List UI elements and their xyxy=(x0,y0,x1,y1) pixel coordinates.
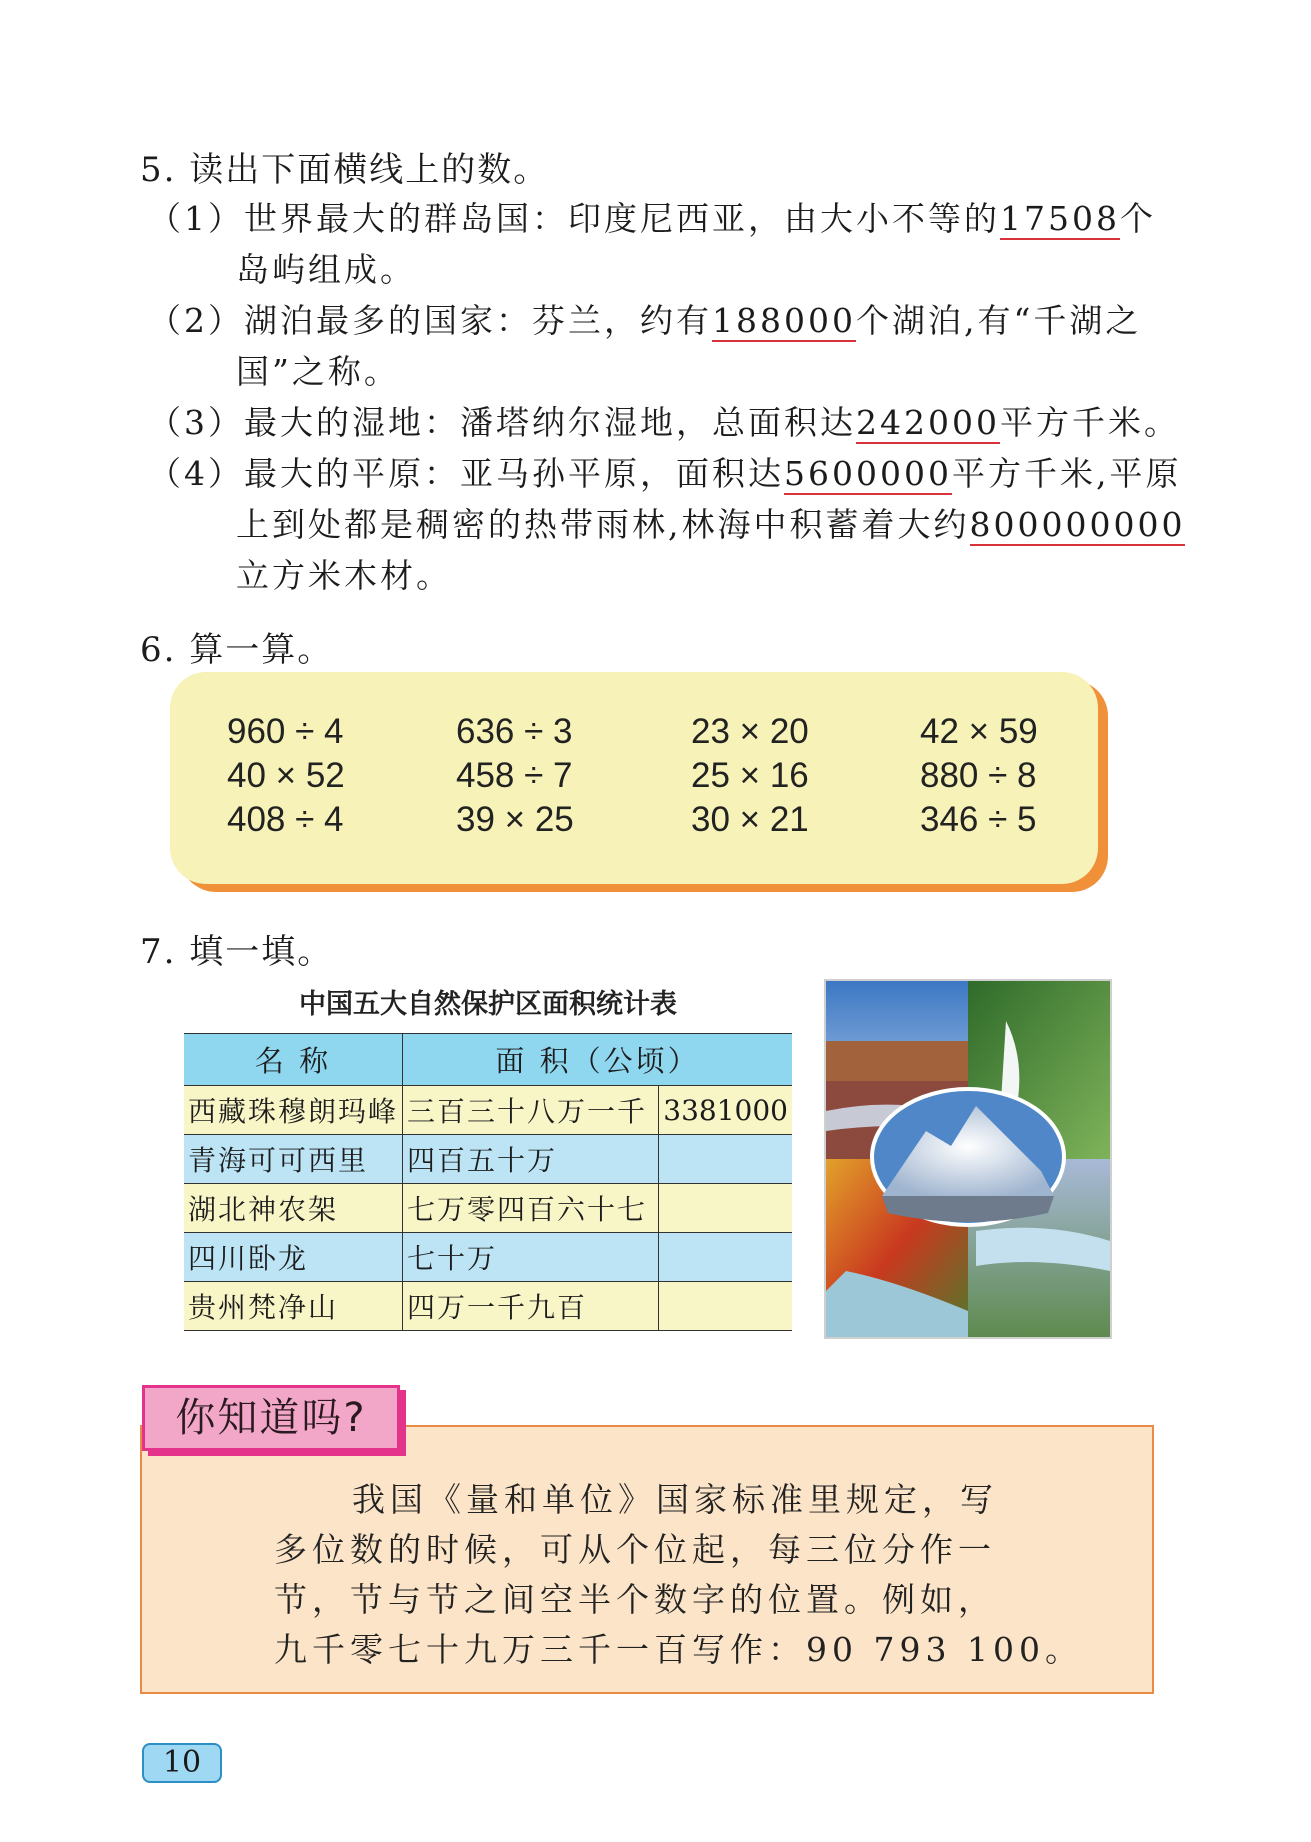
table-row xyxy=(184,1086,792,1135)
area-in-digits-blank[interactable] xyxy=(659,1233,792,1282)
calc-expression: 346 ÷ 5 xyxy=(920,800,1037,839)
underlined-number: 17508 xyxy=(1000,199,1120,238)
reserve-name: 湖北神农架 xyxy=(184,1184,403,1233)
question-5-4-line3: 立方米木材。 xyxy=(236,556,452,595)
header-area: 面 积（公顷） xyxy=(403,1034,792,1086)
table-header-row xyxy=(184,1034,792,1086)
question-5-4-line2-text: 上到处都是稠密的热带雨林,林海中积蓄着大约 xyxy=(236,505,970,544)
reserve-name: 贵州梵净山 xyxy=(184,1282,403,1331)
question-5-1-line2: 岛屿组成。 xyxy=(236,250,416,289)
did-you-know-text-line: 九千零七十九万三千一百写作：90 793 100。 xyxy=(274,1630,1083,1669)
area-in-words: 四万一千九百 xyxy=(403,1282,659,1331)
page-number: 10 xyxy=(142,1743,222,1783)
reserve-name: 西藏珠穆朗玛峰 xyxy=(184,1086,403,1135)
underlined-number: 242000 xyxy=(856,403,1000,442)
question-5-2 xyxy=(148,296,1141,346)
question-5-4 xyxy=(148,449,1181,499)
did-you-know-box xyxy=(140,1425,1154,1694)
section-7-title: 7. 填一填。 xyxy=(140,932,334,972)
table-row xyxy=(184,1233,792,1282)
area-in-words: 三百三十八万一千 xyxy=(403,1086,659,1135)
area-in-words: 七十万 xyxy=(403,1233,659,1282)
table-row xyxy=(184,1135,792,1184)
landscape-collage-image xyxy=(826,981,1110,1337)
did-you-know-text-line: 多位数的时候，可从个位起，每三位分作一 xyxy=(274,1530,996,1569)
calc-expression: 458 ÷ 7 xyxy=(456,756,573,795)
area-in-digits-blank[interactable] xyxy=(659,1135,792,1184)
calc-expression: 42 × 59 xyxy=(920,712,1038,751)
calc-expression: 960 ÷ 4 xyxy=(227,712,344,751)
question-5-1-text-end: 个 xyxy=(1119,199,1156,238)
question-5-3-text: （3）最大的湿地：潘塔纳尔湿地，总面积达 xyxy=(148,403,856,442)
underlined-number: 5600000 xyxy=(784,454,952,493)
area-in-words: 四百五十万 xyxy=(403,1135,659,1184)
area-in-digits: 3381000 xyxy=(659,1086,792,1135)
calc-expression: 40 × 52 xyxy=(227,756,345,795)
underlined-number: 188000 xyxy=(712,301,856,340)
question-5-1-text: （1）世界最大的群岛国：印度尼西亚，由大小不等的 xyxy=(148,199,1000,238)
question-5-2-text: （2）湖泊最多的国家：芬兰，约有 xyxy=(148,301,712,340)
nature-reserve-photo-collage xyxy=(824,979,1112,1339)
calc-expression: 30 × 21 xyxy=(691,800,809,839)
question-5-2-text-end: 个湖泊,有“千湖之 xyxy=(855,301,1142,340)
header-name: 名 称 xyxy=(184,1034,403,1086)
calc-expression: 23 × 20 xyxy=(691,712,809,751)
calc-expression: 39 × 25 xyxy=(456,800,574,839)
question-5-1 xyxy=(148,194,1156,244)
table-title: 中国五大自然保护区面积统计表 xyxy=(299,989,677,1020)
reserve-name: 青海可可西里 xyxy=(184,1135,403,1184)
calc-expression: 880 ÷ 8 xyxy=(920,756,1037,795)
did-you-know-text-line: 我国《量和单位》国家标准里规定，写 xyxy=(352,1480,998,1519)
did-you-know-text-line: 节，节与节之间空半个数字的位置。例如， xyxy=(274,1580,996,1619)
calc-expression: 408 ÷ 4 xyxy=(227,800,344,839)
did-you-know-tab: 你知道吗? xyxy=(142,1385,400,1451)
calc-expression: 636 ÷ 3 xyxy=(456,712,573,751)
question-5-4-line2 xyxy=(236,500,1185,550)
question-5-3 xyxy=(148,398,1180,448)
reserve-area-table xyxy=(184,1033,792,1331)
reserve-name: 四川卧龙 xyxy=(184,1233,403,1282)
area-in-digits-blank[interactable] xyxy=(659,1282,792,1331)
table-row xyxy=(184,1282,792,1331)
calculation-box xyxy=(170,672,1098,884)
area-in-words: 七万零四百六十七 xyxy=(403,1184,659,1233)
question-5-4-text: （4）最大的平原：亚马孙平原，面积达 xyxy=(148,454,784,493)
question-5-4-text-end: 平方千米,平原 xyxy=(951,454,1182,493)
section-5-title: 5. 读出下面横线上的数。 xyxy=(140,150,550,190)
calc-expression: 25 × 16 xyxy=(691,756,809,795)
underlined-number: 800000000 xyxy=(969,505,1186,544)
section-6-title: 6. 算一算。 xyxy=(140,630,334,670)
table-row xyxy=(184,1184,792,1233)
question-5-2-line2: 国”之称。 xyxy=(236,352,400,391)
area-in-digits-blank[interactable] xyxy=(659,1184,792,1233)
question-5-3-text-end: 平方千米。 xyxy=(999,403,1180,442)
